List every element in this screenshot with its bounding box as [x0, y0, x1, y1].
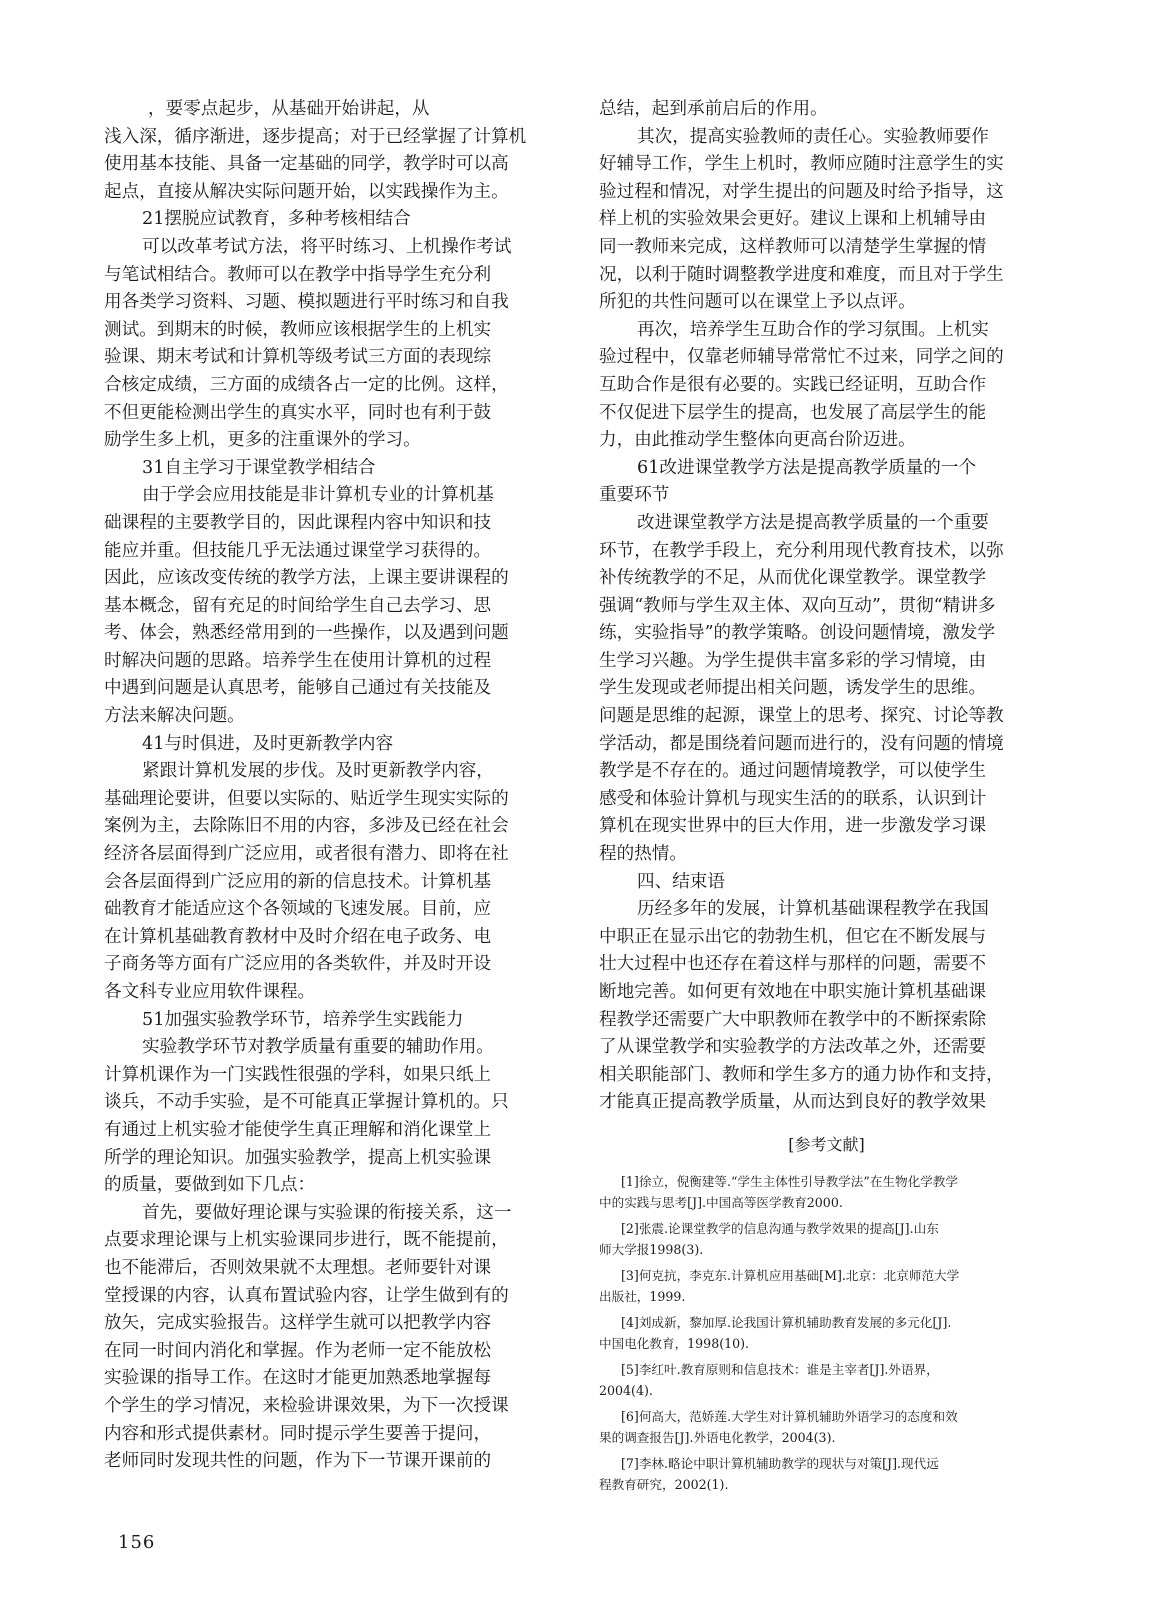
text-line: 不但更能检测出学生的真实水平，同时也有利于鼓: [104, 402, 492, 423]
text-line: 了从课堂教学和实验教学的方法改革之外，还需要: [599, 1037, 987, 1058]
text-line: 也不能滞后，否则效果就不太理想。老师要针对课: [104, 1257, 492, 1278]
page-number: 156: [118, 1532, 156, 1553]
text-line: 程教学还需要广大中职教师在教学中的不断探索除: [599, 1009, 987, 1030]
right-column-body: [599, 96, 1054, 1117]
text-line: 实验课的指导工作。在这时才能更加熟悉地掌握每: [104, 1368, 492, 1389]
left-column: [104, 96, 550, 1476]
text-line: 使用基本技能、具备一定基础的同学，教学时可以高: [104, 154, 509, 175]
reference-line: 中的实践与思考[J].中国高等医学教育2000.: [599, 1195, 843, 1211]
reference-line: 果的调查报告[J].外语电化教学，2004(3).: [599, 1430, 836, 1446]
text-line: 所学的理论知识。加强实验教学，提高上机实验课: [104, 1147, 492, 1168]
text-line: 各文科专业应用软件课程。: [104, 982, 316, 1002]
text-line: 况，以利于随时调整教学进度和难度，而且对于学生: [599, 264, 1004, 285]
text-line: 个学生的学习情况，来检验讲课效果，为下一次授课: [104, 1395, 509, 1416]
text-line: 壮大过程中也还存在着这样与那样的问题，需要不: [599, 954, 987, 975]
text-line: 内容和形式提供素材。同时提示学生要善于提问，: [104, 1423, 492, 1444]
right-column: [599, 96, 1054, 1500]
text-line: 谈兵，不动手实验，是不可能真正掌握计算机的。只: [104, 1092, 509, 1113]
reference-line: 师大学报1998(3).: [599, 1242, 704, 1258]
text-line: 会各层面得到广泛应用的新的信息技术。计算机基: [104, 871, 492, 892]
reference-entry: [599, 1312, 1054, 1355]
text-line: 学生发现或老师提出相关问题，诱发学生的思维。: [599, 678, 987, 699]
text-line: 练，实验指导”的教学策略。创设问题情境，激发学: [599, 623, 996, 644]
text-line: 学活动，都是围绕着问题而进行的，没有问题的情境: [599, 733, 1004, 754]
text-line: 与笔试相结合。教师可以在教学中指导学生充分利: [104, 264, 492, 285]
text-line: 在同一时间内消化和掌握。作为老师一定不能放松: [104, 1340, 492, 1361]
text-line: 老师同时发现共性的问题，作为下一节课开课前的: [104, 1451, 492, 1472]
reference-line: [6]何高大，范娇莲.大学生对计算机辅助外语学习的态度和效: [621, 1408, 958, 1424]
text-line: 环节，在教学手段上，充分利用现代教育技术，以弥: [599, 540, 1004, 561]
reference-line: [2]张震.论课堂教学的信息沟通与教学效果的提高[J].山东: [621, 1220, 939, 1236]
text-line: 力，由此推动学生整体向更高台阶迈进。: [599, 430, 916, 451]
text-line: 验过程和情况，对学生提出的问题及时给予指导，这: [599, 181, 1004, 202]
reference-entry: [599, 1218, 1054, 1261]
text-line: 子商务等方面有广泛应用的各类软件，并及时开设: [104, 954, 492, 975]
reference-line: [7]李林.略论中职计算机辅助教学的现状与对策[J].现代远: [621, 1455, 939, 1471]
text-line: 方法来解决问题。: [104, 706, 245, 727]
reference-entry: [599, 1453, 1054, 1496]
text-line: 相关职能部门、教师和学生多方的通力协作和支持，: [599, 1064, 1004, 1085]
text-line: 础教育才能适应这个各领域的飞速发展。目前，应: [104, 899, 492, 920]
reference-line: [5]李红叶.教育原则和信息技术：谁是主宰者[J].外语界，: [621, 1361, 939, 1377]
text-line: 21摆脱应试教育，多种考核相结合: [142, 209, 411, 230]
text-line: 改进课堂教学方法是提高教学质量的一个重要: [637, 512, 989, 533]
reference-entry: [599, 1171, 1054, 1214]
text-line: 补传统教学的不足，从而优化课堂教学。课堂教学: [599, 568, 987, 589]
text-line: 堂授课的内容，认真布置试验内容，让学生做到有的: [104, 1285, 509, 1306]
text-line: 在计算机基础教育教材中及时介绍在电子政务、电: [104, 926, 492, 947]
reference-line: 出版社，1999.: [599, 1289, 686, 1305]
text-line: ，要零点起步，从基础开始讲起，从: [148, 99, 430, 119]
text-line: 由于学会应用技能是非计算机专业的计算机基: [142, 485, 494, 506]
reference-line: [4]刘成新，黎加厚.论我国计算机辅助教育发展的多元化[J].: [621, 1314, 952, 1330]
text-line: 首先，要做好理论课与实验课的衔接关系，这一: [142, 1202, 512, 1223]
text-line: 验课、期末考试和计算机等级考试三方面的表现综: [104, 347, 492, 368]
text-line: 问题是思维的起源，课堂上的思考、探究、讨论等教: [599, 706, 1004, 727]
text-line: 基本概念，留有充足的时间给学生自己去学习、思: [104, 595, 492, 616]
text-line: 中职正在显示出它的勃勃生机，但它在不断发展与: [599, 926, 987, 947]
reference-line: [3]何克抗，李克东.计算机应用基础[M].北京：北京师范大学: [621, 1267, 960, 1283]
text-line: 61改进课堂教学方法是提高教学质量的一个: [637, 457, 977, 478]
text-line: 时解决问题的思路。培养学生在使用计算机的过程: [104, 650, 492, 671]
text-line: 41与时俱进，及时更新教学内容: [142, 733, 394, 754]
text-line: 因此，应该改变传统的教学方法，上课主要讲课程的: [104, 568, 509, 589]
reference-line: 程教育研究，2002(1).: [599, 1477, 729, 1493]
text-line: 51加强实验教学环节，培养学生实践能力: [142, 1009, 464, 1030]
references-heading: [参考文献]: [788, 1134, 865, 1154]
text-line: 的质量，要做到如下几点：: [104, 1175, 316, 1196]
reference-line: 2004(4).: [599, 1383, 653, 1399]
text-line: 再次，培养学生互助合作的学习氛围。上机实: [637, 319, 989, 340]
text-line: 能应并重。但技能几乎无法通过课堂学习获得的。: [104, 540, 492, 561]
text-line: 强调“教师与学生双主体、双向互动”，贯彻“精讲多: [599, 595, 996, 616]
text-line: 起点，直接从解决实际问题开始，以实践操作为主。: [104, 181, 509, 202]
text-line: 用各类学习资料、习题、模拟题进行平时练习和自我: [104, 292, 509, 313]
text-line: 实验教学环节对教学质量有重要的辅助作用。: [142, 1037, 494, 1058]
text-line: 计算机课作为一门实践性很强的学科，如果只纸上: [104, 1064, 492, 1085]
text-line: 其次，提高实验教师的责任心。实验教师要作: [637, 126, 989, 147]
text-line: 点要求理论课与上机实验课同步进行，既不能提前，: [104, 1230, 509, 1251]
text-line: 验过程中，仅靠老师辅导常常忙不过来，同学之间的: [599, 347, 1004, 368]
text-line: 好辅导工作，学生上机时，教师应随时注意学生的实: [599, 154, 1004, 175]
text-line: 样上机的实验效果会更好。建议上课和上机辅导由: [599, 209, 987, 230]
text-line: 可以改革考试方法，将平时练习、上机操作考试: [142, 236, 512, 257]
reference-entry: [599, 1406, 1054, 1449]
text-line: 程的热情。: [599, 844, 687, 865]
text-line: 案例为主，去除陈旧不用的内容，多涉及已经在社会: [104, 816, 509, 837]
text-line: 所犯的共性问题可以在课堂上予以点评。: [599, 292, 916, 313]
text-line: 断地完善。如何更有效地在中职实施计算机基础课: [599, 982, 987, 1002]
text-line: 31自主学习于课堂教学相结合: [142, 457, 376, 478]
text-line: 总结，起到承前启后的作用。: [599, 99, 828, 119]
text-line: 不仅促进下层学生的提高，也发展了高层学生的能: [599, 402, 987, 423]
text-line: 础课程的主要教学目的，因此课程内容中知识和技: [104, 512, 492, 533]
text-line: 历经多年的发展，计算机基础课程教学在我国: [637, 899, 989, 920]
text-line: 感受和体验计算机与现实生活的的联系，认识到计: [599, 788, 987, 809]
reference-line: [1]徐立，倪衡建等.“学生主体性引导教学法”在生物化学教学: [621, 1173, 958, 1189]
text-line: 合核定成绩，三方面的成绩各占一定的比例。这样，: [104, 374, 509, 395]
reference-entry: [599, 1265, 1054, 1308]
text-line: 互助合作是很有必要的。实践已经证明，互助合作: [599, 374, 987, 395]
text-line: 基础理论要讲，但要以实际的、贴近学生现实实际的: [104, 788, 509, 809]
text-line: 同一教师来完成，这样教师可以清楚学生掌握的情: [599, 236, 987, 257]
text-line: 紧跟计算机发展的步伐。及时更新教学内容，: [142, 761, 494, 782]
text-line: 算机在现实世界中的巨大作用，进一步激发学习课: [599, 816, 987, 837]
text-line: 放矢，完成实验报告。这样学生就可以把教学内容: [104, 1313, 492, 1334]
reference-entry: [599, 1359, 1054, 1402]
text-line: 浅入深，循序渐进，逐步提高；对于已经掌握了计算机: [104, 126, 527, 147]
text-line: 考、体会，熟悉经常用到的一些操作，以及遇到问题: [104, 623, 509, 644]
text-line: 经济各层面得到广泛应用，或者很有潜力、即将在社: [104, 844, 509, 865]
text-line: 教学是不存在的。通过问题情境教学，可以使学生: [599, 761, 987, 782]
text-line: 中遇到问题是认真思考，能够自己通过有关技能及: [104, 678, 492, 699]
references-list: [599, 1171, 1054, 1496]
text-line: 重要环节: [599, 485, 670, 506]
text-line: 才能真正提高教学质量，从而达到良好的教学效果: [599, 1092, 987, 1113]
reference-line: 中国电化教育，1998(10).: [599, 1336, 750, 1352]
text-line: 生学习兴趣。为学生提供丰富多彩的学习情境，由: [599, 650, 987, 671]
text-line: 有通过上机实验才能使学生真正理解和消化课堂上: [104, 1119, 492, 1140]
text-line: 测试。到期末的时候，教师应该根据学生的上机实: [104, 319, 492, 340]
text-line: 四、结束语: [637, 871, 725, 892]
text-line: 励学生多上机，更多的注重课外的学习。: [104, 430, 421, 451]
